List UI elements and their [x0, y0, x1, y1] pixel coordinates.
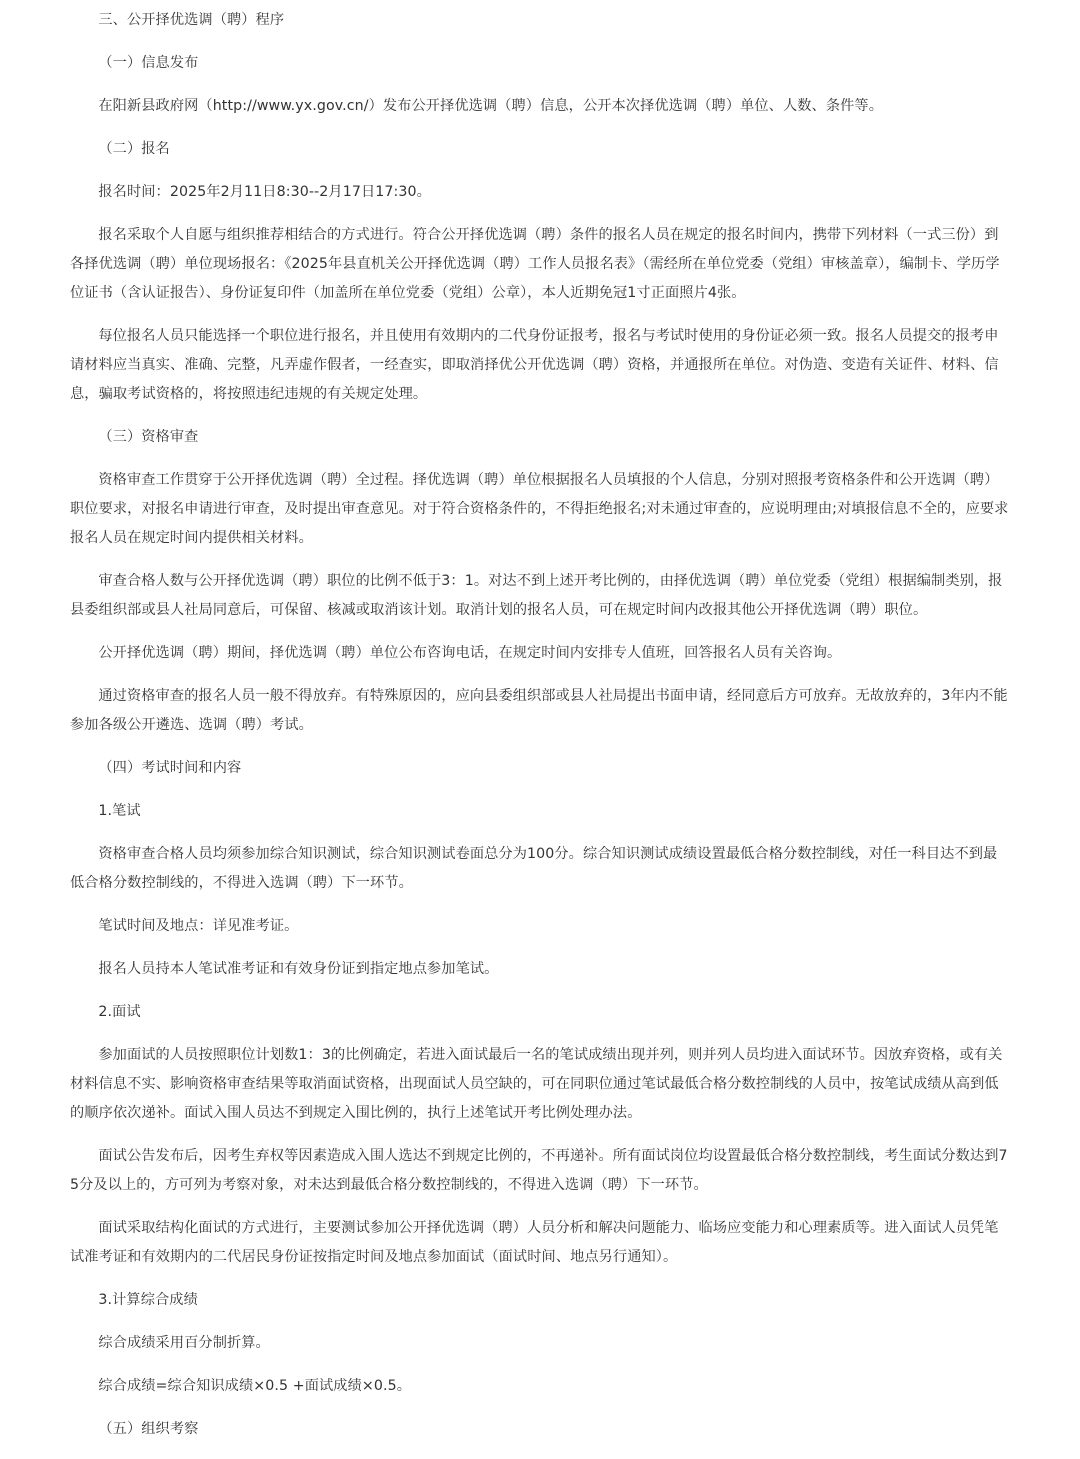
- subsection-heading: （二）报名: [98, 141, 170, 157]
- paragraph: 在阳新县政府网（http://www.yx.gov.cn/）发布公开择优选调（聘）信息，公开本次择优选调（聘）单位、人数、条件等。: [98, 98, 883, 114]
- paragraph: 综合成绩=综合知识成绩×0.5 +面试成绩×0.5。: [98, 1378, 411, 1394]
- article-body: [70, 0, 1010, 1444]
- paragraph: 资格审查合格人员均须参加综合知识测试，综合知识测试卷面总分为100分。综合知识测试成绩设置最低合格分数控制线，对任一科目达不到最低合格分数控制线的，不得进入选调（聘）下一环节。: [70, 846, 998, 891]
- subsection-heading: （一）信息发布: [98, 55, 199, 71]
- paragraph: 面试公告发布后，因考生弃权等因素造成入围人选达不到规定比例的，不再递补。所有面试岗位均设置最低合格分数控制线，考生面试分数达到75分及以上的，方可列为考察对象，对未达到最低合格分数控制线的，不得进入选调（聘）下一环节。: [70, 1148, 1008, 1193]
- paragraph: 面试采取结构化面试的方式进行，主要测试参加公开择优选调（聘）人员分析和解决问题能力、临场应变能力和心理素质等。进入面试人员凭笔试准考证和有效期内的二代居民身份证按指定时间及地点参加面试（面试时间、地点另行通知）。: [70, 1220, 999, 1265]
- section-heading: 三、公开择优选调（聘）程序: [98, 12, 285, 28]
- subsection-heading: （三）资格审查: [98, 429, 199, 445]
- paragraph: 笔试时间及地点：详见准考证。: [98, 918, 299, 934]
- paragraph: 报名采取个人自愿与组织推荐相结合的方式进行。符合公开择优选调（聘）条件的报名人员在规定的报名时间内，携带下列材料（一式三份）到各择优选调（聘）单位现场报名：《2025年县直机关公开择优选调（聘）工作人员报名表》（需经所在单位党委（党组）审核盖章），编制卡、学历学位证书（含认证报告）、身份证复印件（加盖所在单位党委（党组）公章），本人近期免冠1寸正面照片4张。: [70, 227, 1000, 301]
- subsection-heading: （四）考试时间和内容: [98, 760, 242, 776]
- paragraph: 参加面试的人员按照职位计划数1：3的比例确定，若进入面试最后一名的笔试成绩出现并列，则并列人员均进入面试环节。因放弃资格，或有关材料信息不实、影响资格审查结果等取消面试资格，出现面试人员空缺的，可在同职位通过笔试最低合格分数控制线的人员中，按笔试成绩从高到低的顺序依次递补。面试入围人员达不到规定入围比例的，执行上述笔试开考比例处理办法。: [70, 1047, 1003, 1121]
- paragraph: 报名时间：2025年2月11日8:30--2月17日17:30。: [98, 184, 431, 200]
- subsection-heading: （五）组织考察: [98, 1421, 199, 1437]
- paragraph: 每位报名人员只能选择一个职位进行报名，并且使用有效期内的二代身份证报考，报名与考试时使用的身份证必须一致。报名人员提交的报考申请材料应当真实、准确、完整，凡弄虚作假者，一经查实，即取消择优公开优选调（聘）资格，并通报所在单位。对伪造、变造有关证件、材料、信息，骗取考试资格的，将按照违纪违规的有关规定处理。: [70, 328, 999, 402]
- subsection-heading: 1.笔试: [98, 803, 141, 819]
- paragraph: 公开择优选调（聘）期间，择优选调（聘）单位公布咨询电话，在规定时间内安排专人值班，回答报名人员有关咨询。: [98, 645, 842, 661]
- subsection-heading: 2.面试: [98, 1004, 141, 1020]
- paragraph: 报名人员持本人笔试准考证和有效身份证到指定地点参加笔试。: [98, 961, 499, 977]
- subsection-heading: 3.计算综合成绩: [98, 1292, 198, 1308]
- paragraph: 资格审查工作贯穿于公开择优选调（聘）全过程。择优选调（聘）单位根据报名人员填报的个人信息，分别对照报考资格条件和公开选调（聘）职位要求，对报名申请进行审查，及时提出审查意见。对于符合资格条件的，不得拒绝报名;对未通过审查的，应说明理由;对填报信息不全的，应要求报名人员在规定时间内提供相关材料。: [70, 472, 1009, 546]
- paragraph: 审查合格人数与公开择优选调（聘）职位的比例不低于3：1。对达不到上述开考比例的，由择优选调（聘）单位党委（党组）根据编制类别，报县委组织部或县人社局同意后，可保留、核减或取消该计划。取消计划的报名人员，可在规定时间内改报其他公开择优选调（聘）职位。: [70, 573, 1003, 618]
- paragraph: 综合成绩采用百分制折算。: [98, 1335, 270, 1351]
- paragraph: 通过资格审查的报名人员一般不得放弃。有特殊原因的，应向县委组织部或县人社局提出书面申请，经同意后方可放弃。无故放弃的，3年内不能参加各级公开遴选、选调（聘）考试。: [70, 688, 1008, 733]
